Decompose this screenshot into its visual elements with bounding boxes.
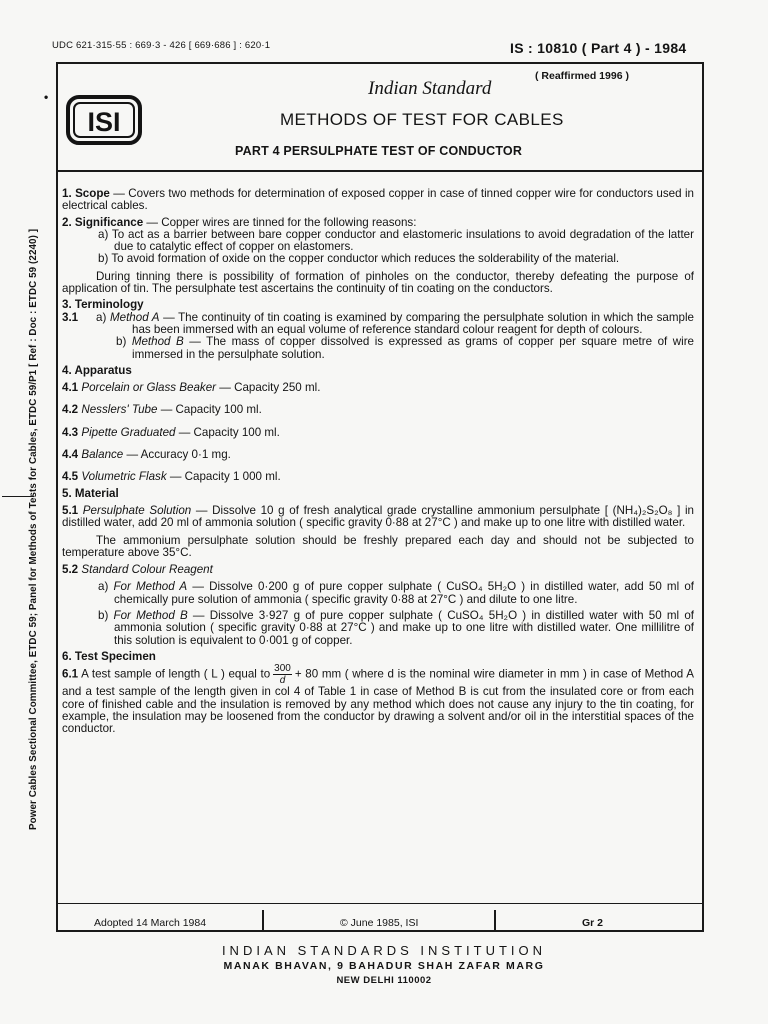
apparatus-flask: 4.5 Volumetric Flask — Capacity 1 000 ml. bbox=[62, 470, 281, 484]
document-title: METHODS OF TEST FOR CABLES bbox=[280, 110, 564, 129]
margin-bullet: • bbox=[44, 90, 49, 104]
copyright-note: © June 1985, ISI bbox=[340, 917, 419, 929]
apparatus-beaker: 4.1 Porcelain or Glass Beaker — Capacity 250 ml. bbox=[62, 381, 321, 395]
apparatus-balance: 4.4 Balance — Accuracy 0·1 mg. bbox=[62, 448, 231, 462]
material-persulphate: 5.1 Persulphate Solution — Dissolve 10 g of fresh analytical grade crystalline ammonium persulphate [ (NH₄)₂S₂O₈ ] in distilled water, add 20 ml of ammonia solution ( specific gravity 0·88 at 27°C ) and make up to one litre with distilled water. bbox=[62, 503, 694, 530]
section-material: 5. Material bbox=[62, 486, 119, 500]
section-test-specimen: 6. Test Specimen bbox=[62, 649, 156, 663]
part-title: PART 4 PERSULPHATE TEST OF CONDUCTOR bbox=[235, 144, 523, 158]
footer-divider-1 bbox=[262, 910, 264, 930]
document-body bbox=[62, 188, 694, 735]
committee-sidebar: Power Cables Sectional Committee, ETDC 59; Panel for Methods of Tests for Cables, ETDC 59/P1 [ Ref : Doc : ETDC 59 (2240) ] bbox=[28, 228, 39, 830]
right-rule bbox=[702, 62, 704, 930]
logo-text: ISI bbox=[87, 107, 121, 137]
top-rule bbox=[56, 62, 704, 64]
is-number: IS : 10810 ( Part 4 ) - 1984 bbox=[510, 40, 687, 56]
significance-paragraph: During tinning there is possibility of formation of pinholes on the conductor, thereby defeating the purpose of application of tin. The persulphate test ascertains the continuity of tin coating on the conductors. bbox=[62, 269, 694, 296]
fraction-300-over-d: $\frac{300}{d}$ bbox=[274, 663, 291, 687]
content-bottom-rule bbox=[56, 903, 704, 904]
institution-name: INDIAN STANDARDS INSTITUTION bbox=[221, 943, 547, 958]
terminology-method-a: 3.1 a) Method A — The continuity of tin coating is examined by comparing the persulphate solution in which the sample has been immersed with an equal volume of reference standard colour reagent for depth of colours. bbox=[62, 310, 694, 336]
title-rule bbox=[56, 170, 704, 172]
udc-code: UDC 621·315·55 : 669·3 - 426 [ 669·686 ] : 620·1 bbox=[52, 40, 271, 51]
terminology-method-b: b) Method B — The mass of copper dissolved is expressed as grams of copper per square metre of wire immersed in the persulphate solution. bbox=[116, 335, 695, 361]
section-scope: 1. Scope — Covers two methods for determination of exposed copper in case of tinned copper wire for conductors used in electrical cables. bbox=[62, 187, 695, 213]
significance-item-b: b) To avoid formation of oxide on the copper conductor which reduces the solderability of the material. bbox=[98, 252, 620, 266]
standard-name: Indian Standard bbox=[368, 78, 492, 99]
test-specimen-text: 6.1 A test sample of length ( L ) equal to $\frac{300}{d}$ + 80 mm ( where d is the nominal wire diameter in mm ) in case of Method A and a test sample of the length given in col 4 of Table 1 in case of Method B is cut from the insulated core or from each core of finished cable and the insulation is removed by any method which does not cause any injury to the tin coating, for example, the insulation may be loosened from the conductor by drawing a solvent and/or oil in the interstitial spaces of the conductor. bbox=[62, 663, 694, 736]
material-colour-reagent: 5.2 Standard Colour Reagent bbox=[62, 563, 213, 577]
section-significance: 2. Significance — Copper wires are tinned for the following reasons: bbox=[62, 215, 417, 229]
institution-city: NEW DELHI 110002 bbox=[336, 975, 432, 986]
reagent-method-a: a) For Method A — Dissolve 0·200 g of pure copper sulphate ( CuSO₄ 5H₂O ) in distilled water, add 50 ml of chemically pure solution of ammonia ( specific gravity 0·88 at 27°C ) and dilute to one litre. bbox=[98, 580, 694, 606]
adopted-date: Adopted 14 March 1984 bbox=[94, 917, 207, 929]
footer-rule bbox=[56, 930, 704, 932]
institution-address: MANAK BHAVAN, 9 BAHADUR SHAH ZAFAR MARG bbox=[223, 960, 545, 972]
section-apparatus: 4. Apparatus bbox=[62, 363, 132, 377]
apparatus-pipette: 4.3 Pipette Graduated — Capacity 100 ml. bbox=[62, 425, 280, 439]
isi-logo bbox=[66, 95, 142, 145]
apparatus-nessler-tube: 4.2 Nesslers' Tube — Capacity 100 ml. bbox=[62, 403, 262, 417]
section-terminology: 3. Terminology bbox=[62, 298, 144, 312]
grade-label: Gr 2 bbox=[582, 917, 604, 929]
footer-divider-2 bbox=[494, 910, 496, 930]
material-persulphate-note: The ammonium persulphate solution should be freshly prepared each day and should not be subjected to temperature above 35°C. bbox=[62, 533, 694, 559]
significance-item-a: a) To act as a barrier between bare copper conductor and elastomeric insulations to avoid degradation of the latter due to catalytic effect of copper on elastomers. bbox=[98, 227, 694, 254]
left-rule bbox=[56, 62, 58, 930]
reagent-method-b: b) For Method B — Dissolve 3·927 g of pure copper sulphate ( CuSO₄ 5H₂O ) in distilled water with 50 ml of ammonia solution ( specific gravity 0·88 at 27°C ) and make up to one litre with distilled water. One millilitre of this solution is equivalent to 0·001 g of copper. bbox=[98, 609, 694, 647]
reaffirmed-note: ( Reaffirmed 1996 ) bbox=[535, 70, 629, 82]
